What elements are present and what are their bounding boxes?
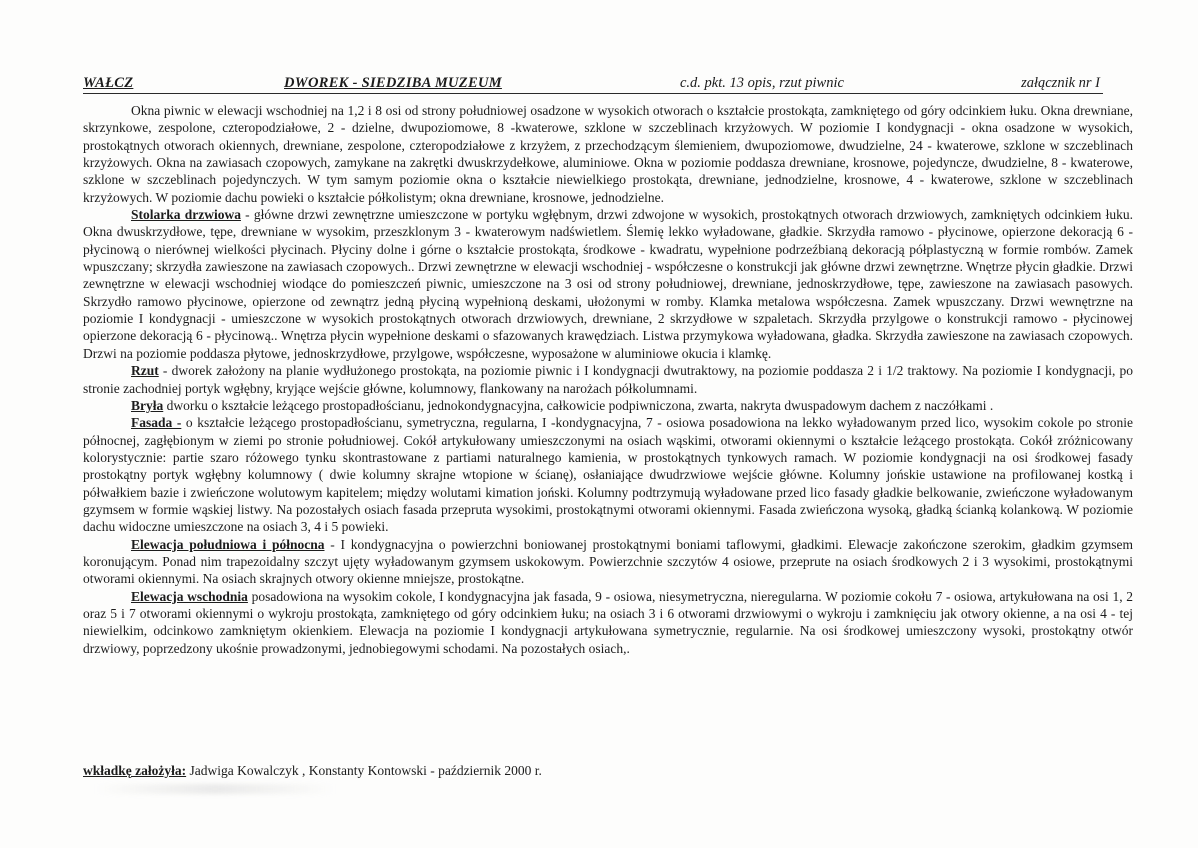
paragraph-text: posadowiona na wysokim cokole, I kondygnacyjna jak fasada, 9 - osiowa, niesymetryczna, nieregularna. W poziomie cokołu 7 - osiowa, artykułowana na osi 1, 2 oraz 5 i 7 otworami okiennymi o wykroju prostokąta, zamkniętego od góry odcinkiem łuku; na osiach 3 i 6 otworami drzwiowymi o wykroju i zamknięciu jak otwory okienne, a na osi 4 - tej niewielkim, odcinkowo zamkniętym okienkiem. Elewacja na poziomie I kondygnacji artykułowana symetrycznie, regularnie. Na osi środkowej umieszczony wysoki, prostokątny otwór drzwiowy, poprzedzony ukośnie prowadzonymi, jednobiegowymi schodami. Na pozostałych osiach,. xyxy=(83,588,1133,656)
paragraph-text: - I kondygnacyjna o powierzchni boniowanej prostokątnymi boniami taflowymi, gładkimi. Elewacje zakończone szerokim, gładkim gzymsem koronującym. Ponad nim trapezoidalny szczyt ujęty wyładowanym gzymsem uskokowym. Powierzchnie szczytów 4 osiowe, przeprute na osiach środkowych 2 i 3 wysokimi, prostokątnymi otworami okiennymi. Na osiach skrajnych otwory okienne mniejsze, prostokątne. xyxy=(83,536,1133,587)
paragraph-mass xyxy=(83,397,1133,414)
header-attachment: załącznik nr I xyxy=(1021,75,1100,91)
paragraph-east xyxy=(83,588,1133,657)
paragraph-plan xyxy=(83,362,1133,397)
section-label: Rzut xyxy=(131,363,159,379)
header-title: DWOREK - SIEDZIBA MUZEUM xyxy=(284,75,502,91)
footer-label: wkładkę założyła: xyxy=(83,763,187,778)
header-reference: c.d. pkt. 13 opis, rzut piwnic xyxy=(680,75,844,91)
paragraph-text: Okna piwnic w elewacji wschodniej na 1,2 i 8 osi od strony południowej osadzone w wysokich otworach o kształcie prostokąta, zamkniętego od góry odcinkiem łuku. Okna drewniane, skrzynkowe, zespolone, czteropodziałowe, 2 - dzielne, dwupoziomowe, 8 -kwaterowe, szklone w szczeblinach krzyżowych. W poziomie I kondygnacji - okna osadzone w wysokich, prostokątnych otworach okiennych, drewniane, zespolone, czteropodziałowe z krzyżem, z przechodzącym ślemieniem, dwupoziomowe, dwudzielne, 24 - kwaterowe, szklone w szczeblinach krzyżowych. Okna na zawiasach czopowych, zamykane na zakrętki dwuskrzydełkowe, aluminiowe. Okna w poziomie poddasza drewniane, krosnowe, pojedyncze, dwudzielne, 8 - kwaterowe, szklone w szczeblinach pojedynczych. W tym samym poziomie okna o kształcie niewielkiego prostokąta, drewniane, jednodzielne, krosnowe, 4 - kwaterowe, szklone w szczeblinach krzyżowych. W poziomie dachu powieki o kształcie półkolistym; okna drewniane, krosnowe, jednodzielne. xyxy=(83,103,1133,205)
section-label: Fasada - xyxy=(131,415,182,431)
document-footer xyxy=(83,763,542,779)
header-city: WAŁCZ xyxy=(83,75,134,91)
paragraph-facade xyxy=(83,414,1133,535)
paragraph-text: - dworek założony na planie wydłużonego prostokąta, na poziomie piwnic i I kondygnacji dwutraktowy, na poziomie poddasza 2 i 1/2 traktowy. Na poziomie I kondygnacji, po stronie zachodniej portyk wgłębny, kryjące wejście główne, kolumnowy, flankowany na narożach półkolumnami. xyxy=(83,363,1133,396)
paragraph-text: - główne drzwi zewnętrzne umieszczone w portyku wgłębnym, drzwi zdwojone w wysokich, prostokątnych otworach drzwiowych, zamkniętych odcinkiem łuku. Okna dwuskrzydłowe, tępe, drewniane w wysokim, przeszklonym 3 - kwaterowym nadświetlem. Ślemię lekko wyładowane, gładkie. Skrzydła ramowo - płycinowe, opierzone dekoracją 6 - płycinową o nierównej wielkości płycinach. Płyciny dolne i górne o kształcie prostokąta, środkowe - kwadratu, wypełnione podrzeźbianą dekoracją półplastyczną w formie rombów. Zamek wpuszczany; skrzydła zawieszone na zawiasach czopowych.. Drzwi zewnętrzne w elewacji wschodniej - współczesne o konstrukcji jak główne drzwi zewnętrzne. Wnętrze płycin gładkie. Drzwi zewnętrzne w elewacji wschodniej wiodące do pomieszczeń piwnic, umieszczone na 3 osi od strony południowej, drewniane, jednoskrzydłowe, tępe, zawieszone na zawiasach pasowych. Skrzydło ramowo płycinowe, opierzone od zewnątrz jedną płyciną wypełnioną deskami, ułożonymi w romby. Klamka metalowa współczesna. Zamek wpuszczany. Drzwi wewnętrzne na poziomie I kondygnacji - umieszczone w wysokich prostokątnych otworach drzwiowych, drewniane, 2 skrzydłowe w szpaletach. Skrzydła przylgowe o konstrukcji ramowo - płycinowej opierzone dekoracją 6 - płycinową.. Wnętrza płycin wypełnione deskami o sfazowanych krawędziach. Listwa przymykowa wyładowana, gładka. Skrzydła zawieszone na zawiasach czopowych. Drzwi na poziomie poddasza płytowe, jednoskrzydłowe, przylgowe, współczesne, wyposażone w aluminiowe okucia i klamkę. xyxy=(83,207,1134,361)
footer-authors: Jadwiga Kowalczyk , Konstanty Kontowski - październik 2000 r. xyxy=(186,763,542,778)
document-header xyxy=(83,73,1103,94)
paragraph-text: o kształcie leżącego prostopadłościanu, symetryczna, regularna, I -kondygnacyjna, 7 - osiowa posadowiona na lekko wyładowanym przed lico, wysokim cokole po stronie północnej, zagłębionym w ziemi po stronie południowej. Cokół artykułowany umieszczonymi na osiach wąskimi, otworami okiennymi o kształcie leżącego prostokąta. Cokół zróżnicowany kolorystycznie: partie szaro różowego tynku skontrastowane z partiami naturalnego kamienia, w prostokątnych tynkowych ramach. W poziomie kondygnacji na osi środkowej fasady prostokątny portyk wgłębny kolumnowy ( dwie kolumny skrajne wtopione w ścianę), osłaniające dwudrzwiowe wejście główne. Kolumny jońskie ustawione na profilowanej kostką i półwałkiem bazie i zwieńczone wolutowym kapitelem; między wolutami kimation joński. Kolumny podtrzymują wyładowane przed lico fasady gładkie belkowanie, zwieńczone wyładowanym gzymsem w formie wąskiej listwy. Na pozostałych osiach fasada przepruta wysokimi, prostokątnymi otworami okiennymi. Fasada zwieńczona wysoką, gładką ścianką kolankową. W poziomie dachu widoczne umieszczone na osiach 3, 4 i 5 powieki. xyxy=(83,415,1133,535)
section-label: Elewacja południowa i północna xyxy=(131,536,325,552)
paragraph-windows xyxy=(83,102,1133,206)
paragraph-doors xyxy=(83,206,1133,362)
document-body xyxy=(83,102,1133,657)
paragraph-south-north xyxy=(83,536,1133,588)
scan-smudge xyxy=(95,784,335,794)
section-label: Elewacja wschodnia xyxy=(131,588,248,604)
section-label: Stolarka drzwiowa xyxy=(131,207,241,223)
section-label: Bryła xyxy=(131,397,164,413)
paragraph-text: dworku o kształcie leżącego prostopadłościanu, jednokondygnacyjna, całkowicie podpiwniczona, zwarta, nakryta dwuspadowym dachem z naczółkami . xyxy=(163,397,994,413)
